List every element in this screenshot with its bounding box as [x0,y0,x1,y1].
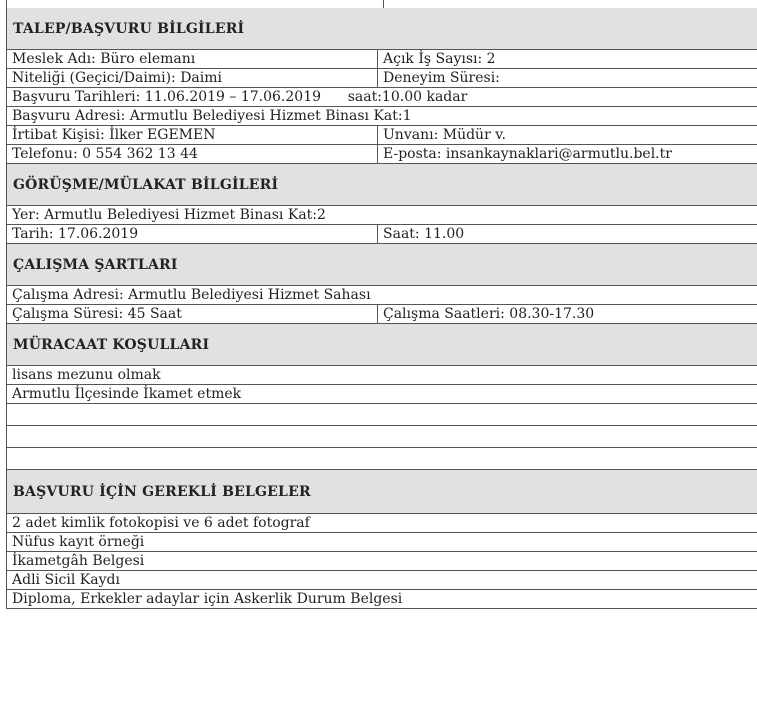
belge-item: İkametgâh Belgesi [12,553,145,569]
divider [383,0,384,8]
list-item [7,552,757,571]
section-header-gorusme: GÖRÜŞME/MÜLAKAT BİLGİLERİ [7,164,757,206]
irtibat-field: İrtibat Kişisi: İlker EGEMEN [7,126,378,144]
list-item [7,385,757,404]
section-header-muracaat: MÜRACAAT KOŞULLARI [7,324,757,366]
form-row [7,88,757,107]
gorusme-saat-field: Saat: 11.00 [383,226,465,242]
top-strip [6,0,757,8]
niteligi-field: Niteliği (Geçici/Daimi): Daimi [7,69,378,87]
form-row [7,50,757,69]
form-row [7,305,757,324]
belge-item: Diploma, Erkekler adaylar için Askerlik Durum Belgesi [12,591,403,607]
list-item [7,366,757,385]
application-form [6,8,757,609]
form-row [7,286,757,305]
form-row [7,107,757,126]
eposta-field: E-posta: insankaynaklari@armutlu.bel.tr [383,146,672,162]
muracaat-item: lisans mezunu olmak [12,367,161,383]
muracaat-item: Armutlu İlçesinde İkamet etmek [12,386,242,402]
gorusme-tarih-field: Tarih: 17.06.2019 [7,225,378,243]
calisma-adresi-field: Çalışma Adresi: Armutlu Belediyesi Hizmet Sahası [12,287,371,303]
section-header-calisma: ÇALIŞMA ŞARTLARI [7,244,757,286]
calisma-suresi-field: Çalışma Süresi: 45 Saat [7,305,378,323]
basvuru-adresi-field: Başvuru Adresi: Armutlu Belediyesi Hizmet Binası Kat:1 [12,108,412,124]
list-item [7,590,757,609]
section-header-talep: TALEP/BAŞVURU BİLGİLERİ [7,8,757,50]
belge-item: Adli Sicil Kaydı [12,572,120,588]
basvuru-tarihleri-field: Başvuru Tarihleri: 11.06.2019 – 17.06.2019 saat:10.00 kadar [12,89,468,105]
empty-row [7,426,757,448]
calisma-saatleri-field: Çalışma Saatleri: 08.30-17.30 [383,306,595,322]
section-header-belgeler: BAŞVURU İÇİN GEREKLİ BELGELER [7,470,757,514]
unvan-field: Unvanı: Müdür v. [383,127,506,143]
gorusme-yer-field: Yer: Armutlu Belediyesi Hizmet Binası Kat:2 [12,207,326,223]
deneyim-field: Deneyim Süresi: [383,70,500,86]
acik-is-field: Açık İş Sayısı: 2 [383,51,496,67]
belge-item: Nüfus kayıt örneği [12,534,145,550]
form-row [7,126,757,145]
list-item [7,571,757,590]
empty-row [7,448,757,470]
list-item [7,533,757,552]
form-row [7,206,757,225]
form-row [7,69,757,88]
empty-row [7,404,757,426]
form-row [7,145,757,164]
list-item [7,514,757,533]
belge-item: 2 adet kimlik fotokopisi ve 6 adet fotograf [12,515,310,531]
form-row [7,225,757,244]
telefon-field: Telefonu: 0 554 362 13 44 [7,145,378,163]
meslek-field: Meslek Adı: Büro elemanı [7,50,378,68]
